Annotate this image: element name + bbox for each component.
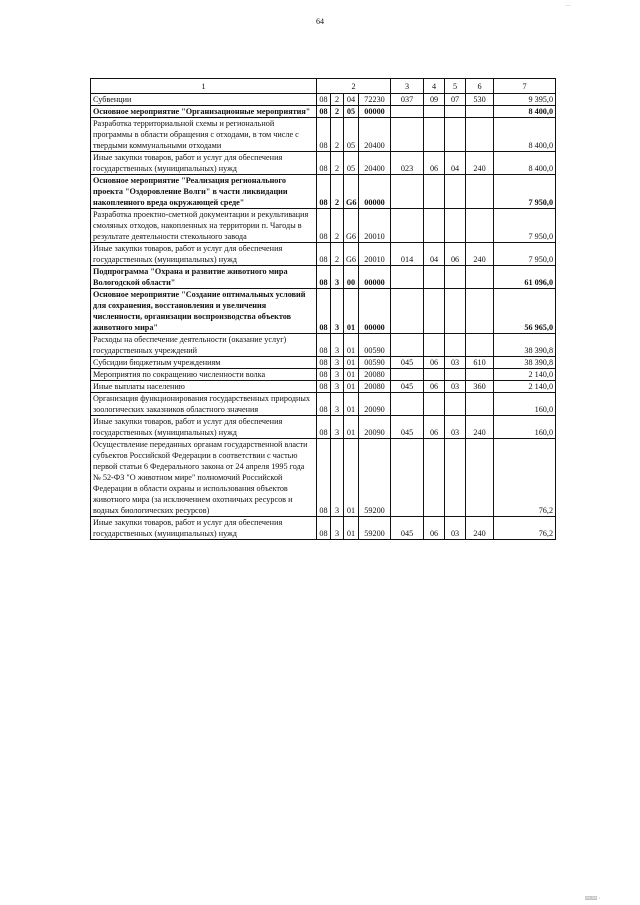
amount: 7 950,0 [494,209,556,243]
section-code [424,334,445,357]
target-code-3: 01 [344,416,359,439]
target-code-4: 00000 [359,106,391,118]
table-row [91,266,556,289]
grbs-code: 045 [391,416,424,439]
amount: 8 400,0 [494,152,556,175]
amount: 160,0 [494,416,556,439]
row-name: Иные закупки товаров, работ и услуг для обеспечения государственных (муниципальных) нужд [91,517,317,540]
target-code-1: 08 [317,175,331,209]
expense-type-code: 610 [466,357,494,369]
target-code-4: 00590 [359,334,391,357]
expense-type-code [466,289,494,334]
table-body [91,94,556,540]
subsection-code [445,106,466,118]
grbs-code [391,118,424,152]
grbs-code [391,106,424,118]
header-col-4: 4 [424,79,445,94]
amount: 8 400,0 [494,106,556,118]
amount: 76,2 [494,517,556,540]
target-code-1: 08 [317,517,331,540]
table-row [91,334,556,357]
amount: 76,2 [494,439,556,517]
section-code [424,175,445,209]
section-code [424,369,445,381]
target-code-1: 08 [317,152,331,175]
target-code-4: 00590 [359,357,391,369]
subsection-code [445,175,466,209]
target-code-4: 20080 [359,369,391,381]
row-name: Разработка территориальной схемы и региональной программы в области обращения с отходами, в том числе с твердыми коммунальными отходами [91,118,317,152]
row-name: Основное мероприятие "Создание оптимальных условий для сохранения, восстановления и увеличения численности, организации воспроизводства объектов животного мира" [91,289,317,334]
target-code-3: 01 [344,334,359,357]
table-row [91,243,556,266]
amount: 160,0 [494,393,556,416]
target-code-3: 05 [344,106,359,118]
target-code-1: 08 [317,209,331,243]
target-code-1: 08 [317,416,331,439]
row-name: Мероприятия по сокращению численности волка [91,369,317,381]
table-row [91,439,556,517]
target-code-2: 3 [331,334,344,357]
table-row [91,175,556,209]
target-code-3: G6 [344,243,359,266]
grbs-code [391,369,424,381]
section-code: 06 [424,381,445,393]
table-row [91,517,556,540]
grbs-code [391,439,424,517]
grbs-code: 045 [391,517,424,540]
header-col-2: 2 [317,79,391,94]
target-code-1: 08 [317,94,331,106]
target-code-4: 00000 [359,266,391,289]
target-code-1: 08 [317,289,331,334]
row-name: Осуществление переданных органам государственной власти субъектов Российской Федерации в соответствии с частью первой статьи 6 Федерального закона от 24 апреля 1995 года № 52-ФЗ "О животном мире" полномочий Российской Федерации в области охраны и использования объектов животного мира (за исключением охотничьих ресурсов и водных биологических ресурсов) [91,439,317,517]
table-row [91,357,556,369]
target-code-3: 01 [344,289,359,334]
amount: 38 390,8 [494,334,556,357]
target-code-4: 20090 [359,393,391,416]
amount: 38 390,8 [494,357,556,369]
expense-type-code [466,175,494,209]
target-code-3: G6 [344,175,359,209]
target-code-1: 08 [317,243,331,266]
target-code-2: 2 [331,175,344,209]
expense-type-code [466,393,494,416]
table-row [91,94,556,106]
target-code-3: 01 [344,357,359,369]
target-code-3: 01 [344,517,359,540]
target-code-1: 08 [317,369,331,381]
target-code-4: 20400 [359,118,391,152]
subsection-code [445,334,466,357]
section-code [424,289,445,334]
row-name: Разработка проектно-сметной документации и рекультивация смоляных отходов, накопленных на территории п. Чагоды в результате деятельности стекольного завода [91,209,317,243]
subsection-code [445,369,466,381]
table-row [91,152,556,175]
header-col-7: 7 [494,79,556,94]
row-name: Подпрограмма "Охрана и развитие животного мира Вологодской области" [91,266,317,289]
target-code-2: 2 [331,118,344,152]
target-code-2: 2 [331,152,344,175]
grbs-code [391,175,424,209]
target-code-2: 3 [331,393,344,416]
section-code [424,118,445,152]
target-code-2: 2 [331,106,344,118]
target-code-4: 00000 [359,289,391,334]
section-code: 06 [424,517,445,540]
target-code-2: 3 [331,439,344,517]
grbs-code [391,266,424,289]
row-name: Основное мероприятие "Реализация регионального проекта "Оздоровление Волги" в части ликвидации накопленного вреда окружающей среде" [91,175,317,209]
grbs-code: 037 [391,94,424,106]
row-name: Иные выплаты населению [91,381,317,393]
target-code-2: 3 [331,381,344,393]
target-code-1: 08 [317,381,331,393]
budget-table [90,78,556,540]
section-code [424,209,445,243]
row-name: Иные закупки товаров, работ и услуг для обеспечения государственных (муниципальных) нужд [91,416,317,439]
target-code-4: 20400 [359,152,391,175]
row-name: Расходы на обеспечение деятельности (оказание услуг) государственных учреждений [91,334,317,357]
table-row [91,289,556,334]
grbs-code [391,393,424,416]
target-code-4: 20010 [359,209,391,243]
target-code-2: 2 [331,94,344,106]
row-name: Иные закупки товаров, работ и услуг для обеспечения государственных (муниципальных) нужд [91,152,317,175]
target-code-4: 72230 [359,94,391,106]
expense-type-code: 240 [466,517,494,540]
grbs-code: 045 [391,357,424,369]
subsection-code: 07 [445,94,466,106]
header-col-5: 5 [445,79,466,94]
header-col-3: 3 [391,79,424,94]
expense-type-code [466,266,494,289]
target-code-3: 04 [344,94,359,106]
target-code-3: 01 [344,369,359,381]
grbs-code: 014 [391,243,424,266]
amount: 61 096,0 [494,266,556,289]
table-row [91,416,556,439]
grbs-code: 023 [391,152,424,175]
expense-type-code: 360 [466,381,494,393]
subsection-code: 04 [445,152,466,175]
subsection-code [445,118,466,152]
header-col-1: 1 [91,79,317,94]
section-code: 06 [424,416,445,439]
expense-type-code [466,439,494,517]
amount: 7 950,0 [494,243,556,266]
corner-mark-top: … [565,2,571,8]
grbs-code: 045 [391,381,424,393]
section-code [424,393,445,416]
amount: 9 395,0 [494,94,556,106]
target-code-3: 01 [344,381,359,393]
target-code-3: 05 [344,118,359,152]
corner-mark-bottom: ШШ · [585,896,601,902]
expense-type-code: 530 [466,94,494,106]
subsection-code [445,266,466,289]
subsection-code: 03 [445,517,466,540]
amount: 56 965,0 [494,289,556,334]
subsection-code: 06 [445,243,466,266]
row-name: Организация функционирования государственных природных зоологических заказников областного значения [91,393,317,416]
target-code-3: 00 [344,266,359,289]
row-name: Субвенции [91,94,317,106]
table-row [91,393,556,416]
expense-type-code [466,369,494,381]
grbs-code [391,289,424,334]
target-code-4: 59200 [359,439,391,517]
expense-type-code [466,334,494,357]
table-row [91,369,556,381]
subsection-code: 03 [445,357,466,369]
target-code-2: 3 [331,266,344,289]
table-row [91,209,556,243]
target-code-4: 59200 [359,517,391,540]
section-code: 04 [424,243,445,266]
table-row [91,381,556,393]
amount: 2 140,0 [494,381,556,393]
amount: 2 140,0 [494,369,556,381]
subsection-code: 03 [445,416,466,439]
target-code-1: 08 [317,266,331,289]
expense-type-code: 240 [466,243,494,266]
target-code-3: 01 [344,393,359,416]
header-row [91,79,556,94]
target-code-4: 20010 [359,243,391,266]
subsection-code: 03 [445,381,466,393]
expense-type-code: 240 [466,416,494,439]
target-code-2: 2 [331,243,344,266]
page-number: 64 [316,17,324,26]
section-code [424,439,445,517]
target-code-2: 2 [331,209,344,243]
expense-type-code [466,106,494,118]
target-code-1: 08 [317,439,331,517]
target-code-1: 08 [317,357,331,369]
subsection-code [445,393,466,416]
target-code-3: 05 [344,152,359,175]
subsection-code [445,439,466,517]
target-code-2: 3 [331,289,344,334]
row-name: Основное мероприятие "Организационные мероприятия" [91,106,317,118]
table-header [91,79,556,94]
table-row [91,118,556,152]
target-code-2: 3 [331,369,344,381]
section-code [424,106,445,118]
target-code-4: 00000 [359,175,391,209]
row-name: Иные закупки товаров, работ и услуг для обеспечения государственных (муниципальных) нужд [91,243,317,266]
target-code-1: 08 [317,106,331,118]
subsection-code [445,289,466,334]
amount: 8 400,0 [494,118,556,152]
target-code-4: 20080 [359,381,391,393]
target-code-3: G6 [344,209,359,243]
subsection-code [445,209,466,243]
section-code: 09 [424,94,445,106]
target-code-2: 3 [331,416,344,439]
target-code-1: 08 [317,393,331,416]
amount: 7 950,0 [494,175,556,209]
expense-type-code [466,118,494,152]
target-code-2: 3 [331,357,344,369]
expense-type-code [466,209,494,243]
target-code-3: 01 [344,439,359,517]
target-code-2: 3 [331,517,344,540]
grbs-code [391,209,424,243]
section-code [424,266,445,289]
target-code-1: 08 [317,334,331,357]
section-code: 06 [424,152,445,175]
target-code-4: 20090 [359,416,391,439]
section-code: 06 [424,357,445,369]
header-col-6: 6 [466,79,494,94]
target-code-1: 08 [317,118,331,152]
row-name: Субсидии бюджетным учреждениям [91,357,317,369]
grbs-code [391,334,424,357]
table-row [91,106,556,118]
expense-type-code: 240 [466,152,494,175]
